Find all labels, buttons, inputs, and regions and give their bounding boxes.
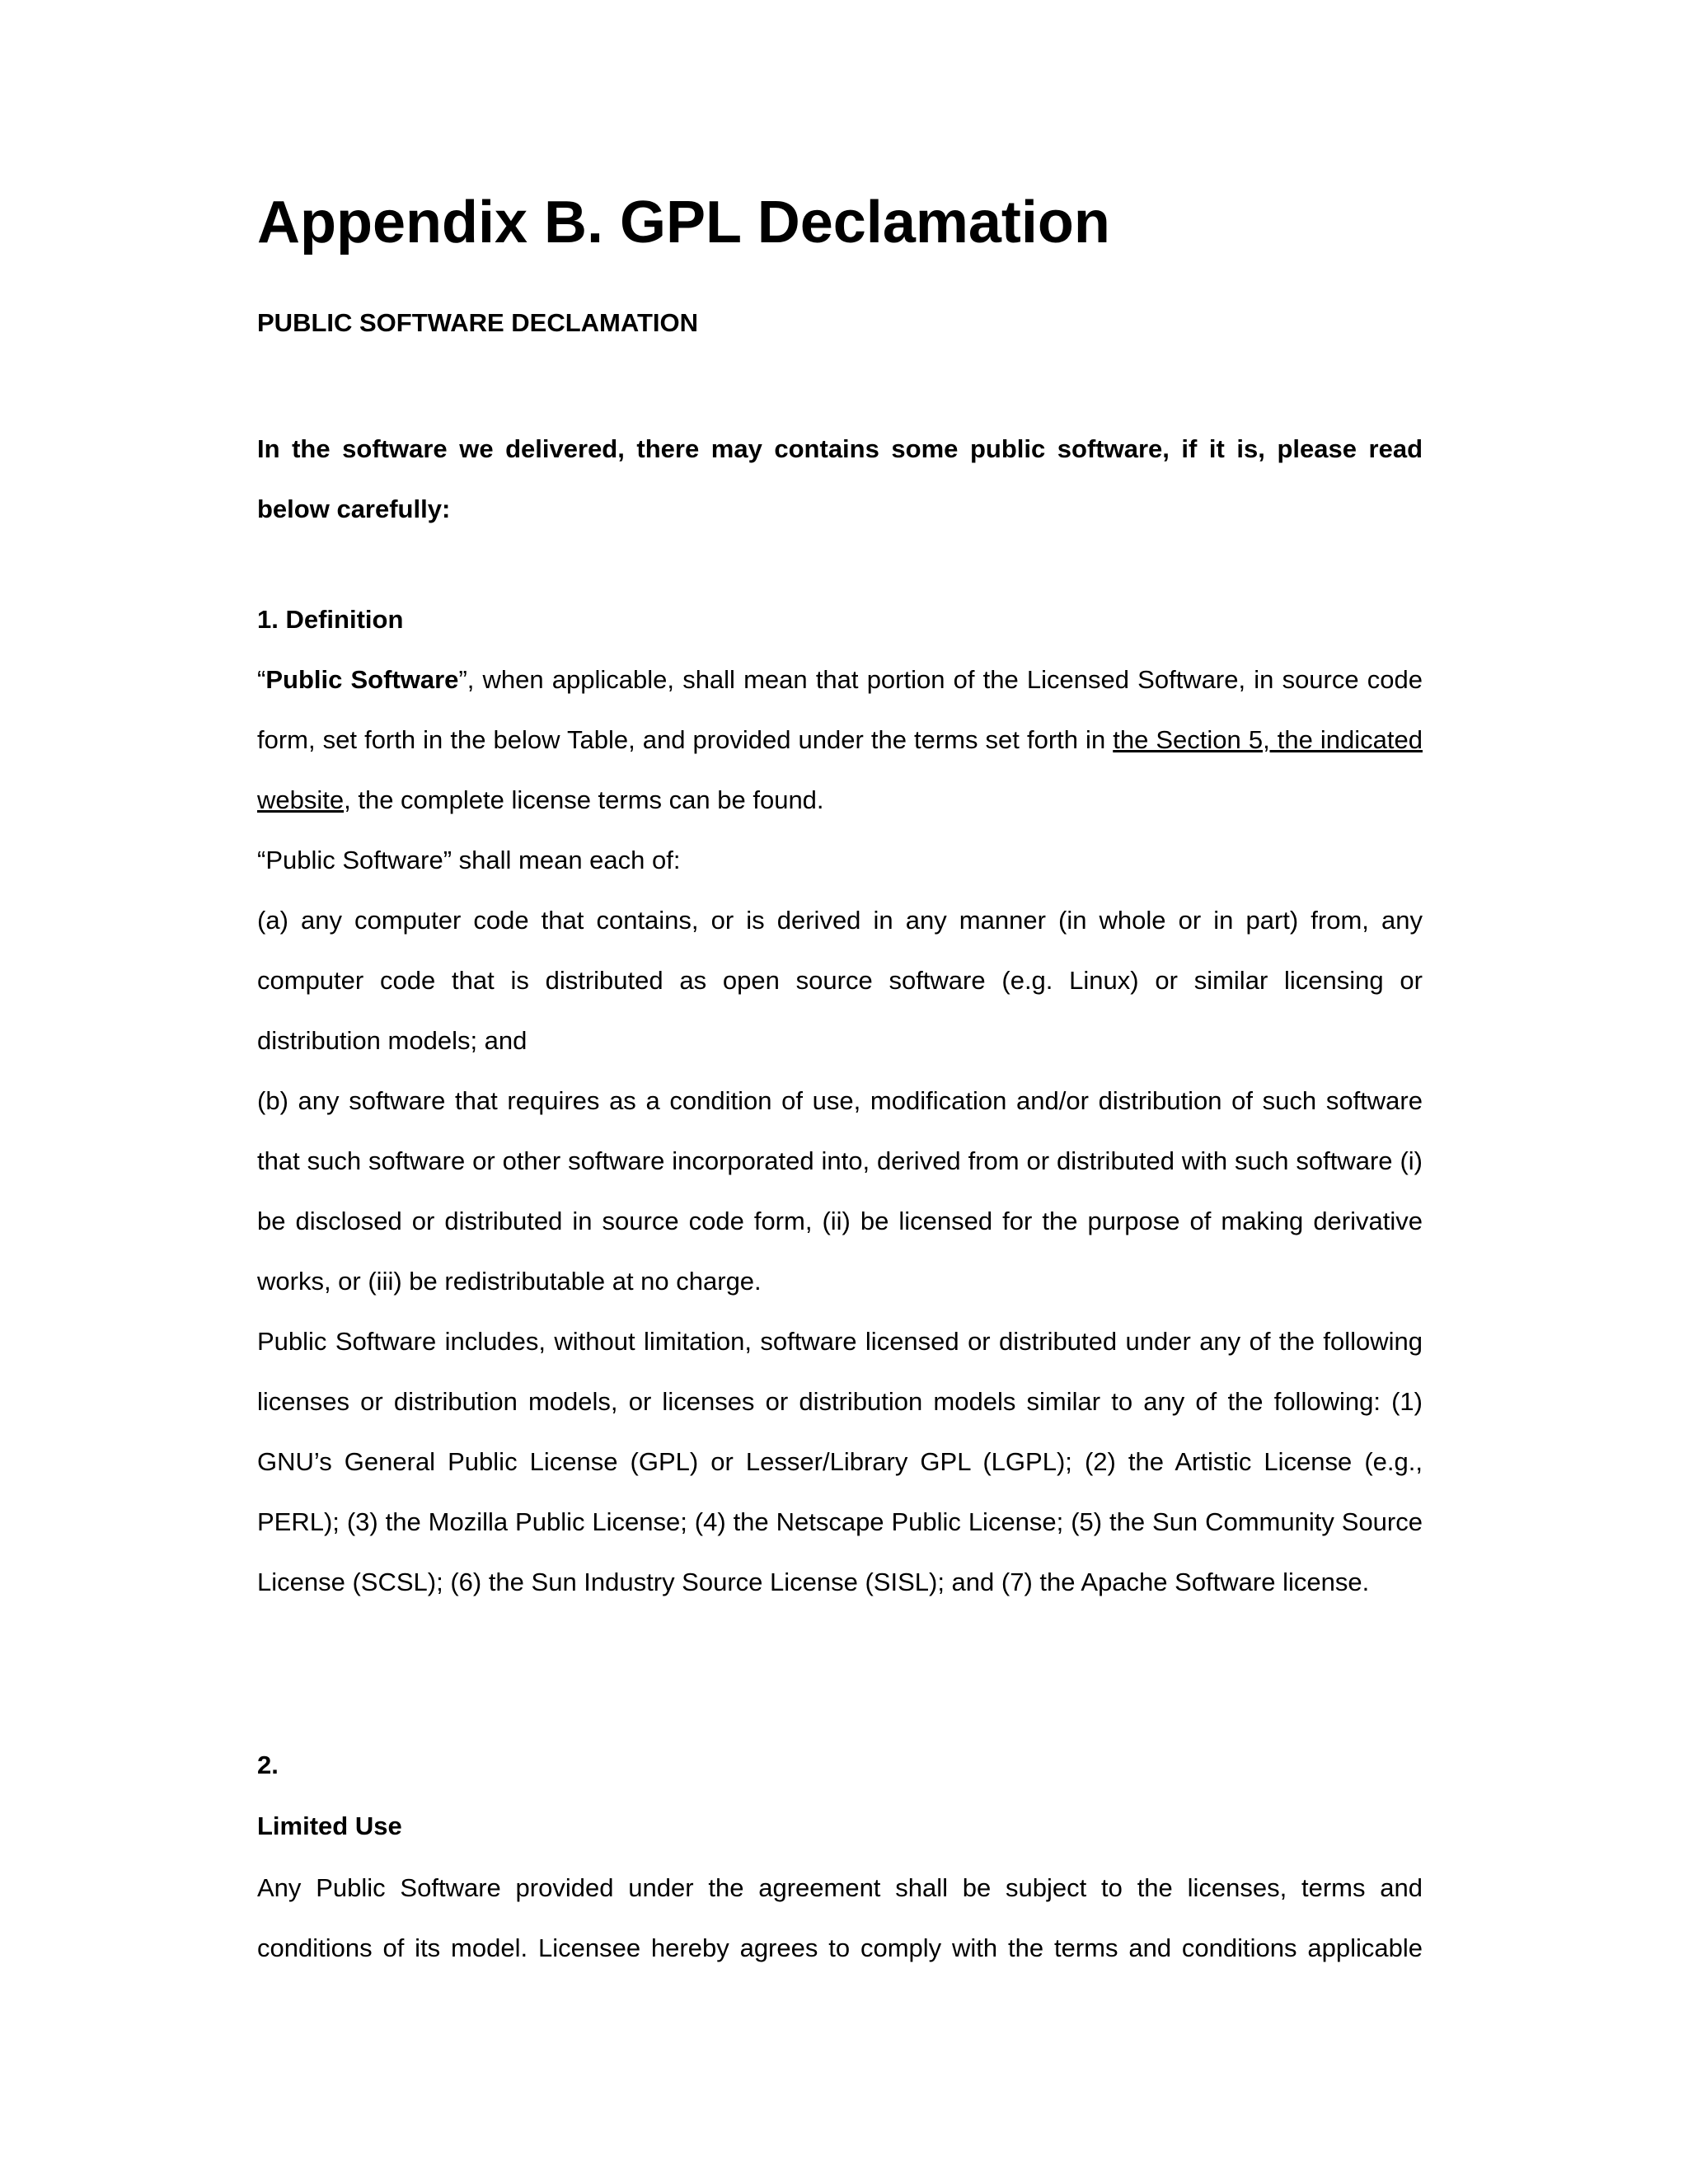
section-5-link[interactable]: the Section 5, the indicated website xyxy=(257,725,1423,814)
intro-paragraph: In the software we delivered, there may contains some public software, if it is, please read below carefully: xyxy=(257,434,1423,523)
section-1-body xyxy=(257,649,1423,1612)
open-quote: “ xyxy=(257,665,266,694)
shall-mean-paragraph: “Public Software” shall mean each of: xyxy=(257,846,681,874)
includes-paragraph: Public Software includes, without limitation, software licensed or distributed under any of the following licenses or distribution models, or licenses or distribution models similar to any of the following: (1) GNU’s General Public License (GPL) or Lesser/Library GPL (LGPL); (2) the Artistic License (e.g., PERL); (3) the Mozilla Public License; (4) the Netscape Public License; (5) the Sun Community Source License (SCSL); (6) the Sun Industry Source License (SISL); and (7) the Apache Software license. xyxy=(257,1327,1423,1596)
limited-use-paragraph: Any Public Software provided under the agreement shall be subject to the licenses, terms and conditions of its model. Licensee hereby agrees to comply with the terms and conditions applicable xyxy=(257,1873,1423,1962)
defined-term: Public Software xyxy=(265,665,459,694)
section-2-body xyxy=(257,1858,1423,1978)
section-2-heading: Limited Use xyxy=(257,1811,402,1840)
section-2-number: 2. xyxy=(257,1750,279,1779)
definition-text-a: ”, when applicable, shall mean that portion of the Licensed Software, in source code form, set forth in the below Table, and provided under the terms set forth in xyxy=(257,665,1423,754)
item-a-paragraph: (a) any computer code that contains, or is derived in any manner (in whole or in part) from, any computer code that is distributed as open source software (e.g. Linux) or similar licensing or distribution models; and xyxy=(257,906,1423,1055)
definition-text-b: , the complete license terms can be found. xyxy=(344,785,824,814)
page-title: Appendix B. GPL Declamation xyxy=(257,190,1110,255)
subheading: PUBLIC SOFTWARE DECLAMATION xyxy=(257,308,699,337)
definition-paragraph xyxy=(257,649,1423,830)
section-1-heading: 1. Definition xyxy=(257,605,404,634)
item-b-paragraph: (b) any software that requires as a condition of use, modification and/or distribution of such software that such software or other software incorporated into, derived from or distributed with such software (i) be disclosed or distributed in source code form, (ii) be licensed for the purpose of making derivative works, or (iii) be redistributable at no charge. xyxy=(257,1086,1423,1296)
